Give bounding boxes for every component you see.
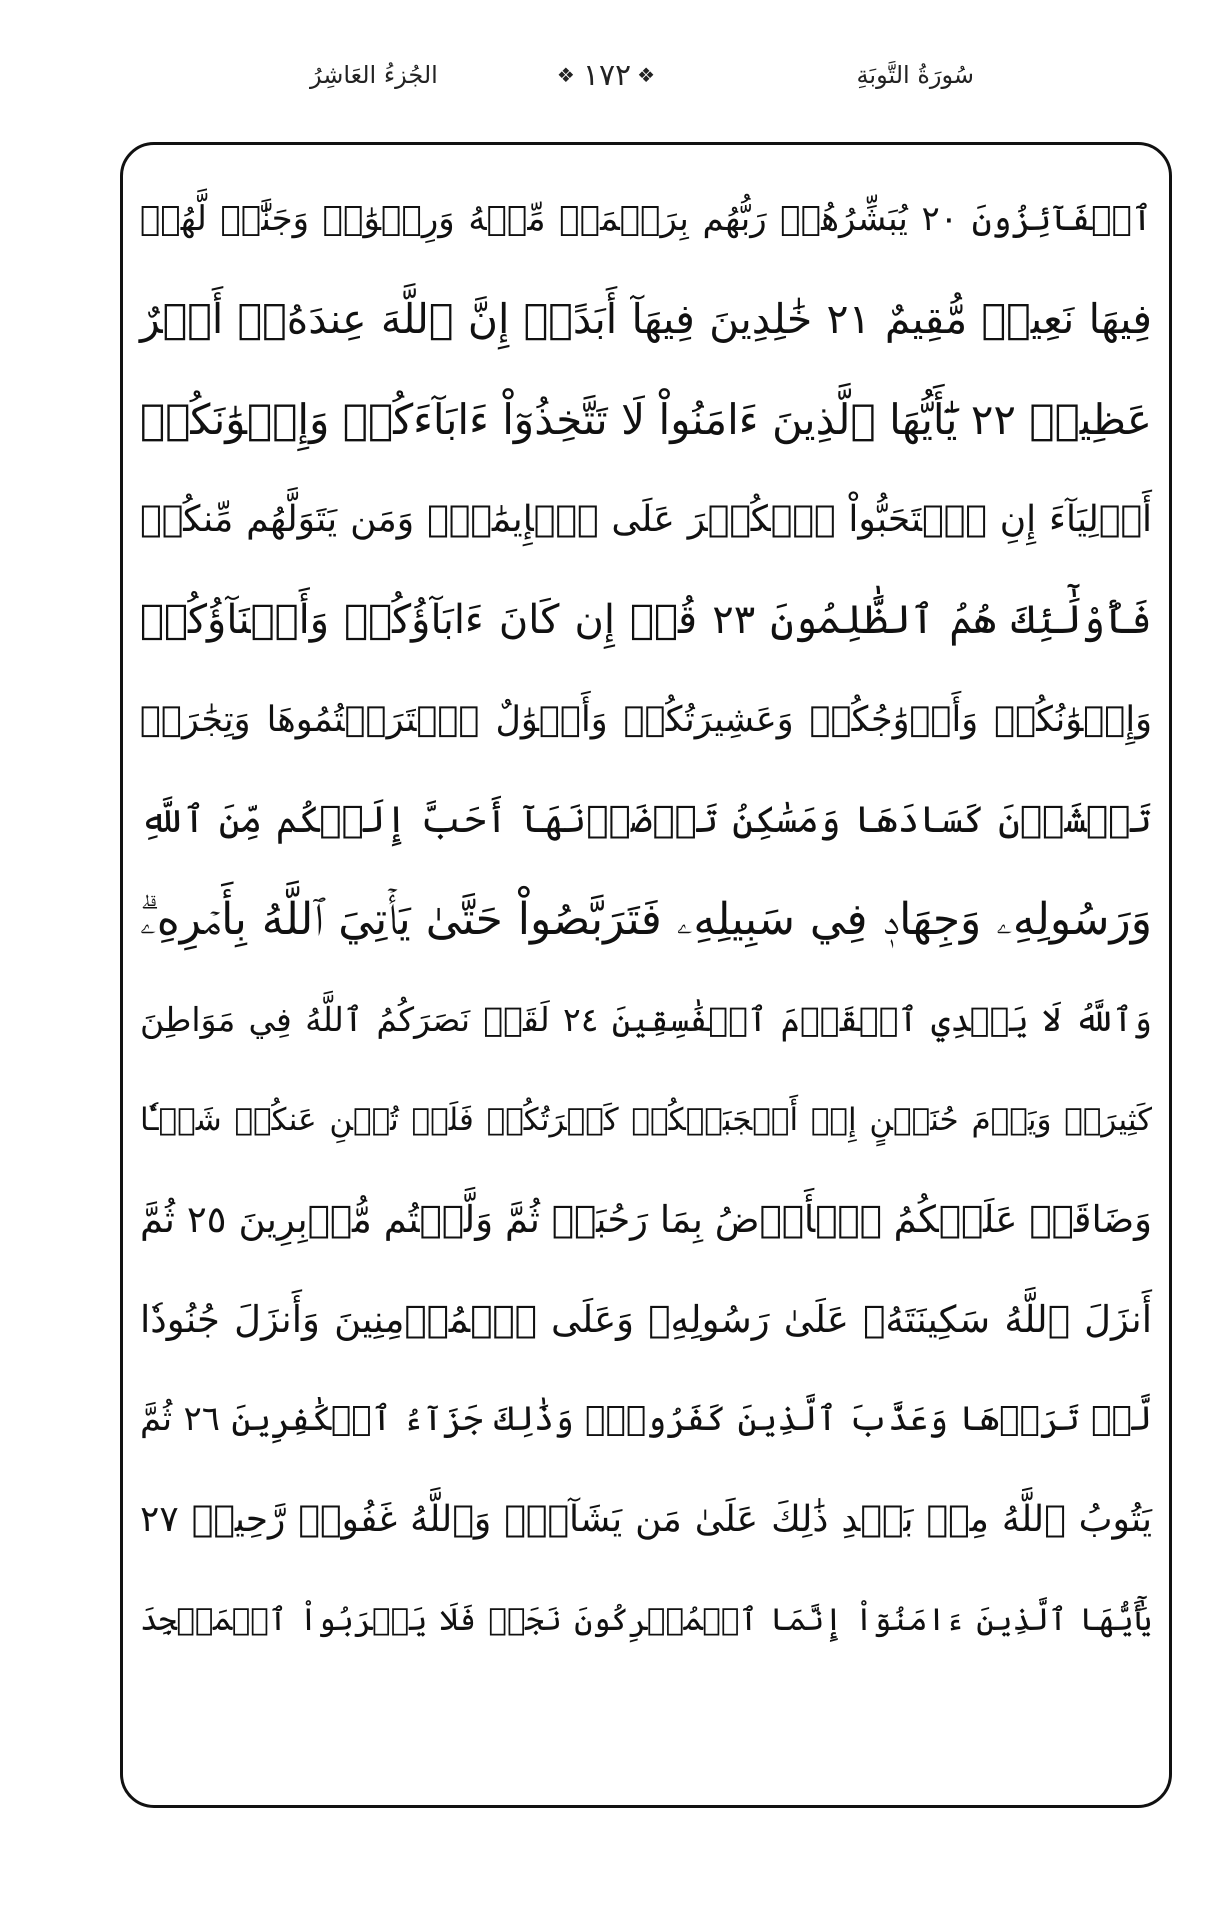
text-line: عَظِيمٞ ٢٢ يَٰٓأَيُّهَا ٱلَّذِينَ ءَامَنُواْ لَا تَتَّخِذُوٓاْ ءَابَآءَكُمۡ وَإِخۡوَٰنَكُمۡ: [140, 394, 1152, 444]
text-line: وَٱللَّهُ لَا يَهۡدِي ٱلۡقَوۡمَ ٱلۡفَٰسِقِينَ ٢٤ لَقَدۡ نَصَرَكُمُ ٱللَّهُ فِي مَوَاطِنَ: [140, 999, 1152, 1039]
page-header: [0, 40, 1214, 110]
text-line: أَنزَلَ ٱللَّهُ سَكِينَتَهُۥ عَلَىٰ رَسُولِهِۦ وَعَلَى ٱلۡمُؤۡمِنِينَ وَأَنزَلَ جُنُودٗا: [140, 1297, 1152, 1341]
text-line: يَٰٓأَيُّهَا ٱلَّذِينَ ءَامَنُوٓاْ إِنَّمَا ٱلۡمُشۡرِكُونَ نَجَسٞ فَلَا يَقۡرَبُواْ ٱلۡمَسۡجِدَ: [140, 1601, 1152, 1638]
ornament-icon: ❖: [637, 63, 658, 87]
text-line: ٱلۡفَآئِزُونَ ٢٠ يُبَشِّرُهُمۡ رَبُّهُم بِرَحۡمَةٖ مِّنۡهُ وَرِضۡوَٰنٖ وَجَنَّٰتٖ لَّهُمۡ: [140, 199, 1152, 240]
quran-text-block: [140, 170, 1152, 1790]
text-line: كَثِيرَةٖ وَيَوۡمَ حُنَيۡنٍ إِذۡ أَعۡجَبَتۡكُمۡ كَثۡرَتُكُمۡ فَلَمۡ تُغۡنِ عَنكُمۡ شَيۡـٔٗا: [140, 1101, 1152, 1138]
text-line: وَإِخۡوَٰنُكُمۡ وَأَزۡوَٰجُكُمۡ وَعَشِيرَتُكُمۡ وَأَمۡوَٰلٌ ٱقۡتَرَفۡتُمُوهَا وَتِجَٰرَةٞ: [140, 699, 1152, 740]
text-line: وَرَسُولِهِۦ وَجِهَادٖ فِي سَبِيلِهِۦ فَتَرَبَّصُواْ حَتَّىٰ يَأۡتِيَ ٱللَّهُ بِأَمۡرِهِۦۗ: [140, 893, 1152, 945]
text-line: فِيهَا نَعِيمٞ مُّقِيمٌ ٢١ خَٰلِدِينَ فِيهَآ أَبَدًاۚ إِنَّ ٱللَّهَ عِندَهُۥٓ أَجۡرٌ: [140, 295, 1152, 344]
page-number: ١٧٢: [582, 57, 632, 93]
juz-name: الجُزءُ العَاشِرُ: [310, 61, 438, 89]
ornament-icon: ❖: [556, 63, 577, 87]
page-number-block: [0, 40, 1214, 110]
text-line: يَتُوبُ ٱللَّهُ مِنۢ بَعۡدِ ذَٰلِكَ عَلَىٰ مَن يَشَآءُۗ وَٱللَّهُ غَفُورٞ رَّحِيمٞ ٢٧: [140, 1499, 1152, 1541]
text-line: لَّمۡ تَرَوۡهَا وَعَذَّبَ ٱلَّذِينَ كَفَرُواْۚ وَذَٰلِكَ جَزَآءُ ٱلۡكَٰفِرِينَ ٢٦ ثُمَّ: [140, 1399, 1152, 1440]
text-line: أَوۡلِيَآءَ إِنِ ٱسۡتَحَبُّواْ ٱلۡكُفۡرَ عَلَى ٱلۡإِيمَٰنِۚ وَمَن يَتَوَلَّهُم مِّنكُمۡ: [140, 499, 1152, 541]
text-line: فَأُوْلَٰٓئِكَ هُمُ ٱلظَّٰلِمُونَ ٢٣ قُلۡ إِن كَانَ ءَابَآؤُكُمۡ وَأَبۡنَآؤُكُمۡ: [140, 597, 1152, 643]
text-line: وَضَاقَتۡ عَلَيۡكُمُ ٱلۡأَرۡضُ بِمَا رَحُبَتۡ ثُمَّ وَلَّيۡتُم مُّدۡبِرِينَ ٢٥ ثُمَّ: [140, 1197, 1153, 1241]
text-line: تَخۡشَوۡنَ كَسَادَهَا وَمَسَٰكِنُ تَرۡضَوۡنَهَآ أَحَبَّ إِلَيۡكُم مِّنَ ٱللَّهِ: [140, 797, 1152, 841]
surah-name: سُورَةُ التَّوبَةِ: [856, 61, 974, 89]
